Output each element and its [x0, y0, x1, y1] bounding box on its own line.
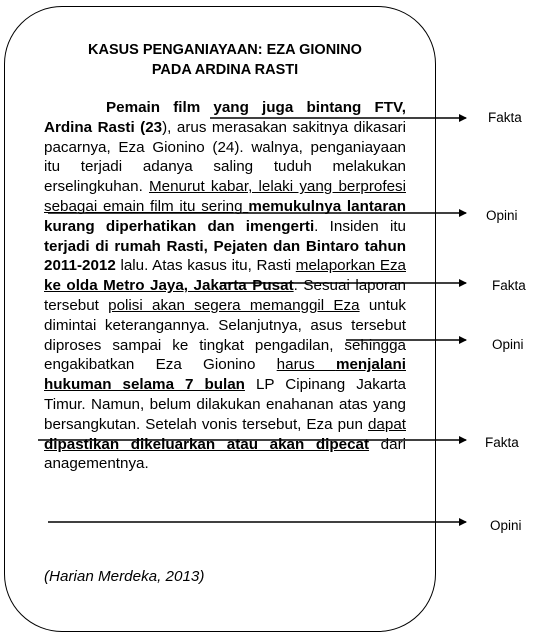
text-segment: dapat: [367, 415, 406, 433]
label-opini: Opini: [492, 337, 524, 352]
text-segment: dari anagementnya.: [44, 435, 406, 473]
text-segment: harus: [276, 356, 336, 374]
label-fakta: Fakta: [492, 278, 526, 293]
text-segment: untuk dimintai keterangannya. Selanjutnya, asus tersebut diproses sampai ke tingkat pengadilan, sehingga engakibatkan Eza Gionino: [44, 296, 406, 374]
text-segment: memukulnya lantaran kurang diperhatikan dan imengerti: [44, 197, 406, 235]
text-segment: menjalani hukuman selama 7 bulan: [44, 356, 406, 394]
text-segment: ke olda Metro Jaya, Jakarta Pusat: [44, 277, 294, 295]
label-fakta: Fakta: [485, 435, 519, 450]
label-opini: Opini: [490, 518, 522, 533]
text-segment: polisi akan segera memanggil Eza: [108, 296, 360, 314]
title-line-1: KASUS PENGANIAYAAN: EZA GIONINO: [88, 42, 362, 58]
label-fakta: Fakta: [488, 110, 522, 125]
label-opini: Opini: [486, 208, 518, 223]
text-segment: LP Cipinang Jakarta Timur. Namun, belum dilakukan enahanan atas yang bersangkutan. Setelah vonis tersebut, Eza pun: [44, 376, 406, 433]
article-source: (Harian Merdeka, 2013): [44, 568, 205, 585]
title-line-2: PADA ARDINA RASTI: [151, 62, 299, 78]
text-segment: Menurut kabar, lelaki yang berprofesi sebagai emain film itu sering: [44, 178, 406, 215]
text-segment: ), arus merasakan sakitnya dikasari pacarnya, Eza Gionino (24). walnya, penganiayaan itu terjadi adanya saling tuduh melakukan erselingkuhan.: [44, 118, 406, 196]
text-segment: melaporkan Eza: [295, 257, 406, 275]
text-segment: Pemain film yang juga bintang FTV, Ardina Rasti (23: [44, 99, 406, 136]
text-segment: terjadi di rumah Rasti, Pejaten dan Bintaro tahun 2011-2012: [44, 237, 406, 275]
text-segment: . Insiden itu: [314, 217, 406, 235]
text-segment: . Sesuai laporan tersebut: [44, 277, 407, 314]
text-segment: lalu. Atas kasus itu, Rasti: [115, 257, 296, 275]
text-segment: dipastikan dikeluarkan atau akan dipecat: [44, 435, 370, 453]
